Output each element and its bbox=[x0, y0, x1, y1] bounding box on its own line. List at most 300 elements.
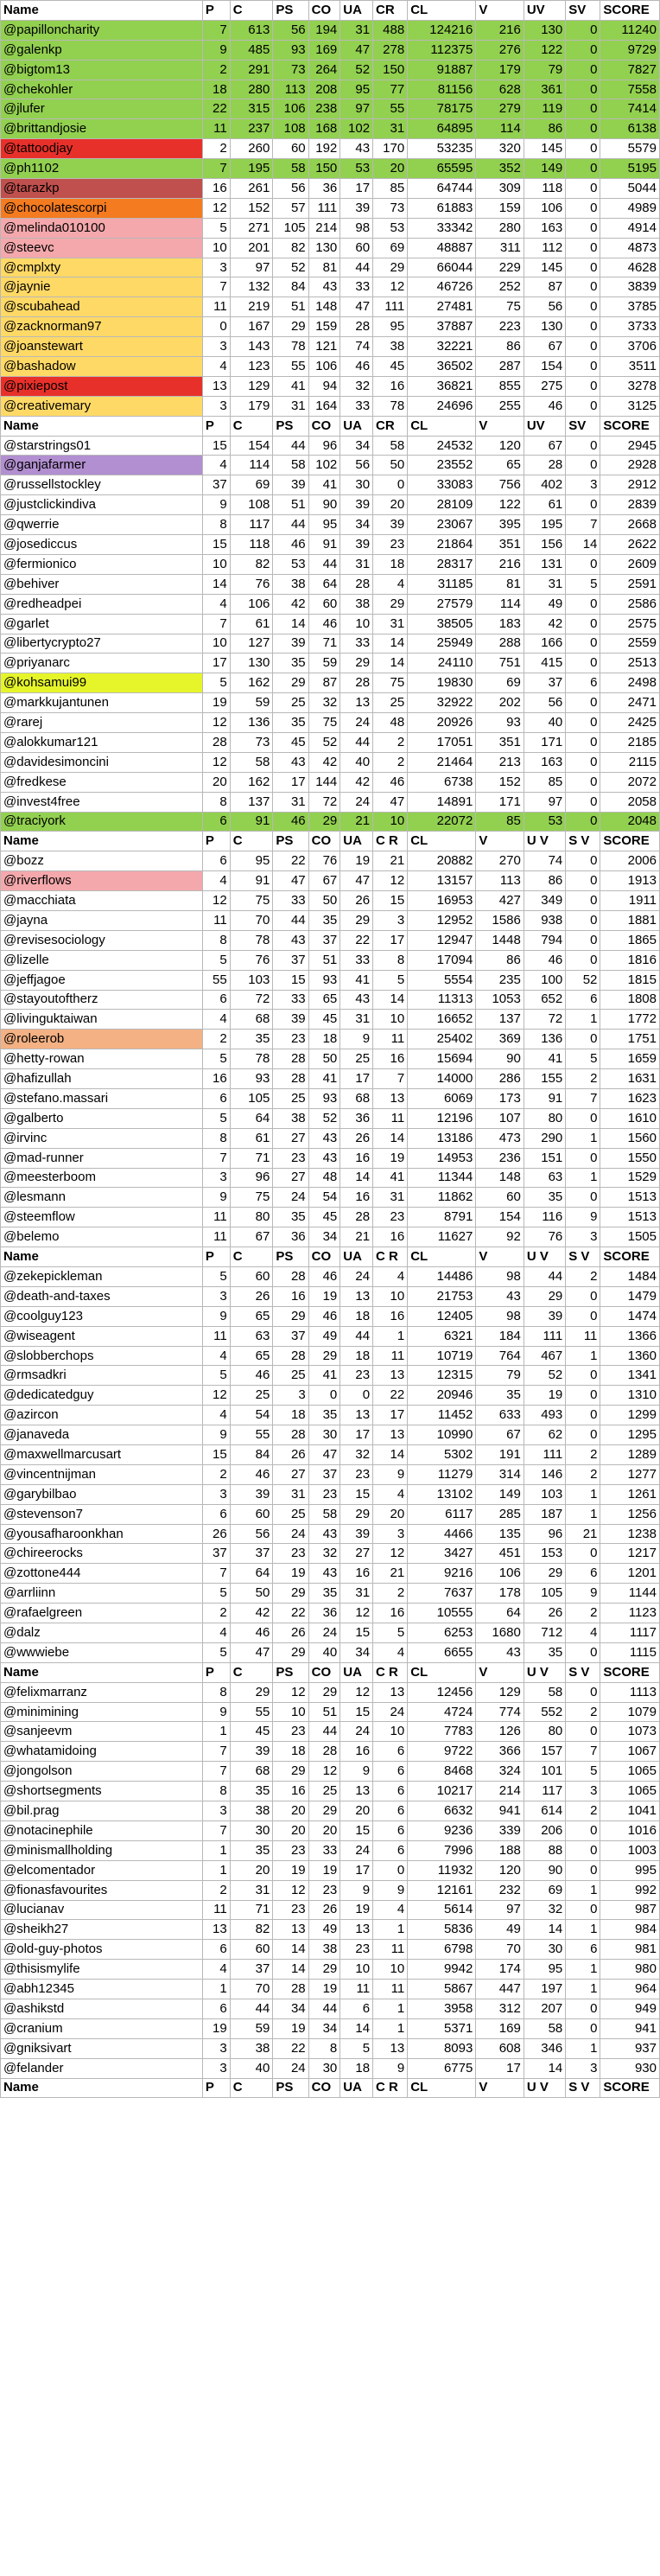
v-cell: 148 bbox=[476, 1168, 524, 1188]
score-cell: 1751 bbox=[600, 1030, 660, 1049]
sv-cell: 0 bbox=[566, 634, 600, 654]
c-cell: 70 bbox=[230, 910, 273, 930]
cr-cell: 10 bbox=[373, 1722, 408, 1742]
cr-cell: 16 bbox=[373, 376, 408, 396]
user-name-cell: @vincentnijman bbox=[1, 1464, 203, 1484]
score-cell: 1911 bbox=[600, 891, 660, 911]
cr-cell: 9 bbox=[373, 2058, 408, 2078]
p-cell: 5 bbox=[202, 950, 230, 970]
ps-cell: 14 bbox=[273, 614, 308, 634]
cr-cell: 12 bbox=[373, 871, 408, 891]
sv-cell: 0 bbox=[566, 1108, 600, 1128]
v-cell: 81 bbox=[476, 574, 524, 594]
co-cell: 49 bbox=[308, 1326, 340, 1346]
score-cell: 1529 bbox=[600, 1168, 660, 1188]
uv-cell: 90 bbox=[524, 1860, 565, 1880]
co-cell: 44 bbox=[308, 1722, 340, 1742]
score-cell: 2586 bbox=[600, 594, 660, 614]
ps-cell: 82 bbox=[273, 238, 308, 258]
table-row bbox=[1, 2038, 660, 2058]
cr-cell: 14 bbox=[373, 990, 408, 1010]
cr-cell: 4 bbox=[373, 1484, 408, 1504]
uv-cell: 151 bbox=[524, 1148, 565, 1168]
c-cell: 201 bbox=[230, 238, 273, 258]
ps-cell: 24 bbox=[273, 1188, 308, 1208]
score-cell: 1117 bbox=[600, 1623, 660, 1643]
sv-cell: 0 bbox=[566, 2018, 600, 2038]
cr-cell: 6 bbox=[373, 1840, 408, 1860]
c-cell: 280 bbox=[230, 80, 273, 99]
ua-cell: 22 bbox=[340, 930, 373, 950]
ua-cell: 17 bbox=[340, 1860, 373, 1880]
ua-header: UA bbox=[340, 2078, 373, 2098]
c-cell: 65 bbox=[230, 1306, 273, 1326]
c-cell: 55 bbox=[230, 1425, 273, 1445]
cl-cell: 4724 bbox=[408, 1702, 476, 1722]
p-header: P bbox=[202, 832, 230, 851]
v-cell: 178 bbox=[476, 1584, 524, 1604]
sv-cell: 0 bbox=[566, 1682, 600, 1702]
user-name-cell: @hetty-rowan bbox=[1, 1049, 203, 1069]
co-cell: 35 bbox=[308, 1406, 340, 1425]
c-cell: 103 bbox=[230, 970, 273, 990]
ps-cell: 106 bbox=[273, 99, 308, 119]
ps-cell: 108 bbox=[273, 119, 308, 139]
uv-cell: 52 bbox=[524, 1366, 565, 1386]
c-cell: 129 bbox=[230, 376, 273, 396]
uv-cell: 149 bbox=[524, 159, 565, 179]
v-cell: 173 bbox=[476, 1088, 524, 1108]
p-cell: 7 bbox=[202, 159, 230, 179]
p-cell: 3 bbox=[202, 1484, 230, 1504]
cl-cell: 12405 bbox=[408, 1306, 476, 1326]
c-cell: 61 bbox=[230, 1128, 273, 1148]
user-name-cell: @qwerrie bbox=[1, 515, 203, 535]
sv-cell: 0 bbox=[566, 891, 600, 911]
cr-cell: 14 bbox=[373, 634, 408, 654]
sv-cell: 0 bbox=[566, 1642, 600, 1662]
cl-cell: 12196 bbox=[408, 1108, 476, 1128]
v-cell: 941 bbox=[476, 1801, 524, 1821]
user-name-cell: @coolguy123 bbox=[1, 1306, 203, 1326]
cr-cell: 95 bbox=[373, 317, 408, 337]
user-name-cell: @lucianav bbox=[1, 1900, 203, 1920]
uv-header: U V bbox=[524, 2078, 565, 2098]
ua-cell: 13 bbox=[340, 1286, 373, 1306]
cl-cell: 91887 bbox=[408, 60, 476, 80]
c-cell: 118 bbox=[230, 535, 273, 555]
p-cell: 2 bbox=[202, 1604, 230, 1623]
cl-cell: 7996 bbox=[408, 1840, 476, 1860]
v-cell: 70 bbox=[476, 1940, 524, 1960]
user-name-cell: @galberto bbox=[1, 1108, 203, 1128]
v-cell: 608 bbox=[476, 2038, 524, 2058]
cr-cell: 50 bbox=[373, 456, 408, 475]
co-cell: 33 bbox=[308, 1840, 340, 1860]
c-cell: 162 bbox=[230, 772, 273, 792]
table-row bbox=[1, 456, 660, 475]
score-cell: 7827 bbox=[600, 60, 660, 80]
uv-cell: 131 bbox=[524, 554, 565, 574]
ps-cell: 18 bbox=[273, 1406, 308, 1425]
cl-cell: 13102 bbox=[408, 1484, 476, 1504]
ps-cell: 28 bbox=[273, 1049, 308, 1069]
v-cell: 276 bbox=[476, 40, 524, 60]
cl-cell: 10555 bbox=[408, 1604, 476, 1623]
table-row bbox=[1, 1782, 660, 1801]
ps-cell: 46 bbox=[273, 812, 308, 832]
co-cell: 42 bbox=[308, 752, 340, 772]
user-name-cell: @behiver bbox=[1, 574, 203, 594]
score-cell: 4873 bbox=[600, 238, 660, 258]
score-cell: 1115 bbox=[600, 1642, 660, 1662]
sv-cell: 2 bbox=[566, 1069, 600, 1089]
p-cell: 16 bbox=[202, 1069, 230, 1089]
co-cell: 121 bbox=[308, 337, 340, 357]
ps-cell: 84 bbox=[273, 277, 308, 297]
ps-cell: 38 bbox=[273, 574, 308, 594]
c-cell: 72 bbox=[230, 990, 273, 1010]
v-cell: 64 bbox=[476, 1604, 524, 1623]
uv-cell: 56 bbox=[524, 297, 565, 317]
user-name-cell: @jeffjagoe bbox=[1, 970, 203, 990]
cr-cell: 4 bbox=[373, 574, 408, 594]
v-cell: 188 bbox=[476, 1840, 524, 1860]
sv-header: S V bbox=[566, 1662, 600, 1682]
ua-cell: 39 bbox=[340, 198, 373, 218]
table-row bbox=[1, 1960, 660, 1980]
co-cell: 36 bbox=[308, 179, 340, 199]
uv-cell: 31 bbox=[524, 574, 565, 594]
uv-cell: 157 bbox=[524, 1742, 565, 1762]
score-cell: 3839 bbox=[600, 277, 660, 297]
ua-cell: 36 bbox=[340, 1108, 373, 1128]
cr-cell: 12 bbox=[373, 1544, 408, 1564]
cr-cell: 488 bbox=[373, 20, 408, 40]
table-row bbox=[1, 1524, 660, 1544]
sv-cell: 1 bbox=[566, 2038, 600, 2058]
uv-cell: 40 bbox=[524, 713, 565, 733]
uv-cell: 56 bbox=[524, 693, 565, 713]
uv-cell: 35 bbox=[524, 1642, 565, 1662]
ps-cell: 12 bbox=[273, 1880, 308, 1900]
ps-cell: 14 bbox=[273, 1940, 308, 1960]
p-cell: 3 bbox=[202, 337, 230, 357]
cr-cell: 2 bbox=[373, 752, 408, 772]
sv-cell: 1 bbox=[566, 1960, 600, 1980]
ua-cell: 13 bbox=[340, 1920, 373, 1940]
v-cell: 69 bbox=[476, 673, 524, 693]
cr-cell: 16 bbox=[373, 1049, 408, 1069]
co-cell: 25 bbox=[308, 1782, 340, 1801]
ua-cell: 6 bbox=[340, 1999, 373, 2018]
cr-cell: 22 bbox=[373, 1386, 408, 1406]
cr-cell: 58 bbox=[373, 436, 408, 456]
co-header: CO bbox=[308, 1, 340, 21]
co-cell: 49 bbox=[308, 1920, 340, 1940]
ua-cell: 39 bbox=[340, 535, 373, 555]
ua-cell: 47 bbox=[340, 40, 373, 60]
cr-cell: 14 bbox=[373, 654, 408, 673]
p-cell: 5 bbox=[202, 1267, 230, 1287]
sv-cell: 0 bbox=[566, 554, 600, 574]
v-cell: 159 bbox=[476, 198, 524, 218]
co-cell: 111 bbox=[308, 198, 340, 218]
co-cell: 45 bbox=[308, 1208, 340, 1227]
ps-cell: 53 bbox=[273, 554, 308, 574]
ua-cell: 31 bbox=[340, 554, 373, 574]
ua-cell: 29 bbox=[340, 654, 373, 673]
co-cell: 102 bbox=[308, 456, 340, 475]
ua-cell: 18 bbox=[340, 1306, 373, 1326]
cr-cell: 45 bbox=[373, 357, 408, 377]
sv-cell: 0 bbox=[566, 930, 600, 950]
table-row bbox=[1, 297, 660, 317]
table-row bbox=[1, 1148, 660, 1168]
p-cell: 6 bbox=[202, 1940, 230, 1960]
table-row bbox=[1, 238, 660, 258]
ua-cell: 33 bbox=[340, 634, 373, 654]
name-header: Name bbox=[1, 1247, 203, 1267]
cr-cell: 8 bbox=[373, 950, 408, 970]
co-cell: 18 bbox=[308, 1030, 340, 1049]
ps-cell: 60 bbox=[273, 139, 308, 159]
ps-cell: 44 bbox=[273, 515, 308, 535]
cr-header: C R bbox=[373, 832, 408, 851]
p-cell: 17 bbox=[202, 654, 230, 673]
v-cell: 183 bbox=[476, 614, 524, 634]
ua-header: UA bbox=[340, 832, 373, 851]
table-row bbox=[1, 1940, 660, 1960]
table-row bbox=[1, 159, 660, 179]
score-cell: 3511 bbox=[600, 357, 660, 377]
sv-cell: 0 bbox=[566, 1722, 600, 1742]
co-cell: 41 bbox=[308, 475, 340, 495]
uv-cell: 49 bbox=[524, 594, 565, 614]
ua-cell: 12 bbox=[340, 1682, 373, 1702]
user-name-cell: @azircon bbox=[1, 1406, 203, 1425]
sv-cell: 0 bbox=[566, 1860, 600, 1880]
uv-cell: 187 bbox=[524, 1504, 565, 1524]
p-cell: 6 bbox=[202, 990, 230, 1010]
sv-cell: 2 bbox=[566, 1267, 600, 1287]
cr-header: CR bbox=[373, 416, 408, 436]
co-cell: 208 bbox=[308, 80, 340, 99]
table-row bbox=[1, 891, 660, 911]
p-cell: 6 bbox=[202, 851, 230, 871]
p-cell: 5 bbox=[202, 673, 230, 693]
co-cell: 71 bbox=[308, 634, 340, 654]
score-cell: 2006 bbox=[600, 851, 660, 871]
user-name-cell: @russellstockley bbox=[1, 475, 203, 495]
co-cell: 29 bbox=[308, 1960, 340, 1980]
cl-cell: 6655 bbox=[408, 1642, 476, 1662]
sv-cell: 0 bbox=[566, 396, 600, 416]
v-cell: 232 bbox=[476, 1880, 524, 1900]
uv-cell: 101 bbox=[524, 1762, 565, 1782]
uv-cell: 206 bbox=[524, 1820, 565, 1840]
table-row bbox=[1, 139, 660, 159]
v-cell: 49 bbox=[476, 1920, 524, 1940]
ps-cell: 27 bbox=[273, 1128, 308, 1148]
c-cell: 219 bbox=[230, 297, 273, 317]
cl-cell: 46726 bbox=[408, 277, 476, 297]
p-cell: 5 bbox=[202, 1366, 230, 1386]
user-name-cell: @cranium bbox=[1, 2018, 203, 2038]
cr-cell: 3 bbox=[373, 1524, 408, 1544]
table-row bbox=[1, 574, 660, 594]
cl-cell: 78175 bbox=[408, 99, 476, 119]
score-cell: 4914 bbox=[600, 218, 660, 238]
cr-cell: 39 bbox=[373, 515, 408, 535]
cl-cell: 36821 bbox=[408, 376, 476, 396]
uv-cell: 42 bbox=[524, 614, 565, 634]
ua-cell: 29 bbox=[340, 910, 373, 930]
v-cell: 764 bbox=[476, 1346, 524, 1366]
score-cell: 1261 bbox=[600, 1484, 660, 1504]
user-name-cell: @bozz bbox=[1, 851, 203, 871]
v-cell: 236 bbox=[476, 1148, 524, 1168]
cr-cell: 278 bbox=[373, 40, 408, 60]
cl-header: CL bbox=[408, 1662, 476, 1682]
table-row bbox=[1, 1425, 660, 1445]
sv-cell: 9 bbox=[566, 1584, 600, 1604]
co-cell: 264 bbox=[308, 60, 340, 80]
sv-cell: 0 bbox=[566, 1306, 600, 1326]
uv-cell: 163 bbox=[524, 752, 565, 772]
cr-cell: 10 bbox=[373, 812, 408, 832]
score-cell: 1041 bbox=[600, 1801, 660, 1821]
table-row bbox=[1, 1168, 660, 1188]
ua-cell: 12 bbox=[340, 1604, 373, 1623]
table-row bbox=[1, 1999, 660, 2018]
user-name-cell: @rafaelgreen bbox=[1, 1604, 203, 1623]
uv-header: U V bbox=[524, 1247, 565, 1267]
p-cell: 3 bbox=[202, 1286, 230, 1306]
cl-cell: 48887 bbox=[408, 238, 476, 258]
user-name-cell: @elcomentador bbox=[1, 1860, 203, 1880]
p-cell: 26 bbox=[202, 1524, 230, 1544]
ps-cell: 29 bbox=[273, 1584, 308, 1604]
c-cell: 80 bbox=[230, 1208, 273, 1227]
c-header: C bbox=[230, 1247, 273, 1267]
p-cell: 9 bbox=[202, 1306, 230, 1326]
ua-cell: 97 bbox=[340, 99, 373, 119]
cr-cell: 13 bbox=[373, 2038, 408, 2058]
ps-cell: 37 bbox=[273, 950, 308, 970]
score-cell: 1808 bbox=[600, 990, 660, 1010]
ua-cell: 33 bbox=[340, 950, 373, 970]
score-cell: 7414 bbox=[600, 99, 660, 119]
sv-cell: 0 bbox=[566, 752, 600, 772]
cr-cell: 2 bbox=[373, 1584, 408, 1604]
v-cell: 311 bbox=[476, 238, 524, 258]
uv-cell: 163 bbox=[524, 218, 565, 238]
sv-cell: 0 bbox=[566, 1406, 600, 1425]
uv-header: U V bbox=[524, 832, 565, 851]
p-cell: 15 bbox=[202, 436, 230, 456]
user-name-cell: @jongolson bbox=[1, 1762, 203, 1782]
cl-cell: 17094 bbox=[408, 950, 476, 970]
cl-cell: 25402 bbox=[408, 1030, 476, 1049]
cl-cell: 5836 bbox=[408, 1920, 476, 1940]
cr-cell: 9 bbox=[373, 1880, 408, 1900]
co-cell: 93 bbox=[308, 970, 340, 990]
sv-header: SV bbox=[566, 416, 600, 436]
cr-cell: 20 bbox=[373, 495, 408, 515]
v-cell: 216 bbox=[476, 554, 524, 574]
score-cell: 3125 bbox=[600, 396, 660, 416]
sv-header: S V bbox=[566, 1247, 600, 1267]
ua-cell: 30 bbox=[340, 475, 373, 495]
ua-cell: 32 bbox=[340, 376, 373, 396]
cr-cell: 41 bbox=[373, 1168, 408, 1188]
co-cell: 29 bbox=[308, 1682, 340, 1702]
v-cell: 339 bbox=[476, 1820, 524, 1840]
ua-cell: 15 bbox=[340, 1820, 373, 1840]
c-cell: 45 bbox=[230, 1722, 273, 1742]
uv-cell: 106 bbox=[524, 198, 565, 218]
table-row bbox=[1, 1880, 660, 1900]
co-cell: 24 bbox=[308, 1623, 340, 1643]
v-cell: 86 bbox=[476, 950, 524, 970]
co-cell: 81 bbox=[308, 258, 340, 277]
v-cell: 324 bbox=[476, 1762, 524, 1782]
ua-cell: 26 bbox=[340, 891, 373, 911]
uv-cell: 118 bbox=[524, 179, 565, 199]
ua-cell: 28 bbox=[340, 673, 373, 693]
score-cell: 1299 bbox=[600, 1406, 660, 1425]
ps-cell: 35 bbox=[273, 1208, 308, 1227]
v-cell: 352 bbox=[476, 159, 524, 179]
user-name-cell: @fredkese bbox=[1, 772, 203, 792]
v-cell: 79 bbox=[476, 1366, 524, 1386]
v-cell: 628 bbox=[476, 80, 524, 99]
sv-cell: 6 bbox=[566, 673, 600, 693]
v-cell: 1586 bbox=[476, 910, 524, 930]
p-cell: 2 bbox=[202, 1464, 230, 1484]
uv-cell: 67 bbox=[524, 436, 565, 456]
score-cell: 4989 bbox=[600, 198, 660, 218]
uv-cell: 87 bbox=[524, 277, 565, 297]
v-cell: 114 bbox=[476, 594, 524, 614]
ua-cell: 32 bbox=[340, 1445, 373, 1465]
v-cell: 43 bbox=[476, 1642, 524, 1662]
ps-header: PS bbox=[273, 1, 308, 21]
p-cell: 6 bbox=[202, 1504, 230, 1524]
ps-cell: 41 bbox=[273, 376, 308, 396]
cr-cell: 31 bbox=[373, 614, 408, 634]
column-header-row bbox=[1, 2078, 660, 2098]
c-cell: 46 bbox=[230, 1623, 273, 1643]
uv-cell: 29 bbox=[524, 1564, 565, 1584]
v-cell: 86 bbox=[476, 337, 524, 357]
user-name-cell: @janaveda bbox=[1, 1425, 203, 1445]
uv-cell: 402 bbox=[524, 475, 565, 495]
p-cell: 19 bbox=[202, 2018, 230, 2038]
leaderboard-body bbox=[1, 1, 660, 2098]
sv-cell: 2 bbox=[566, 1464, 600, 1484]
user-name-cell: @tattoodjay bbox=[1, 139, 203, 159]
p-cell: 3 bbox=[202, 1168, 230, 1188]
column-header-row bbox=[1, 832, 660, 851]
cl-header: CL bbox=[408, 2078, 476, 2098]
uv-cell: 117 bbox=[524, 1782, 565, 1801]
table-row bbox=[1, 1326, 660, 1346]
sv-cell: 1 bbox=[566, 1346, 600, 1366]
v-cell: 312 bbox=[476, 1999, 524, 2018]
v-cell: 98 bbox=[476, 1267, 524, 1287]
